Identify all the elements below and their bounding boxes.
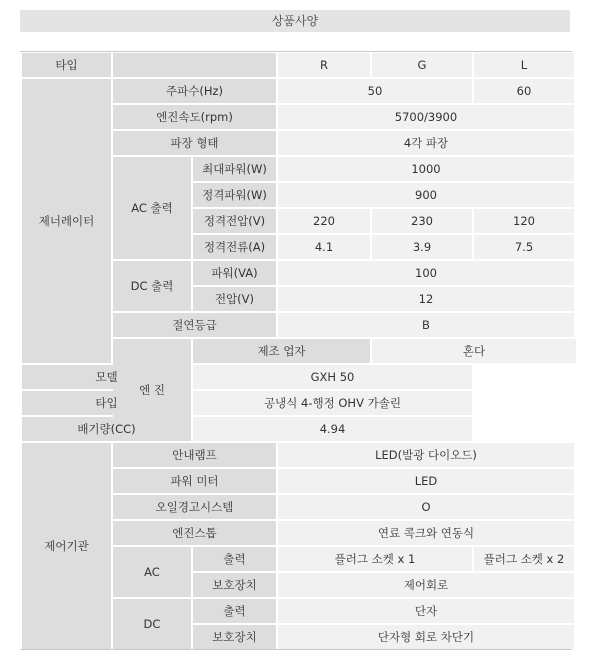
- value-ac-output-rg: 플러그 소켓 x 1: [278, 547, 472, 571]
- row-label-engine-type: 타입: [22, 391, 191, 415]
- row-label-rated-voltage: 정격전압(V): [193, 209, 276, 233]
- row-label-rated-current: 정격전류(A): [193, 235, 276, 259]
- value-insulation: B: [278, 313, 574, 337]
- row-label-oil-alert: 오일경고시스템: [113, 495, 276, 519]
- group-dc-output: DC 출력: [113, 261, 191, 311]
- value-frequency-l: 60: [474, 79, 574, 103]
- value-rated-current-g: 3.9: [372, 235, 472, 259]
- table-row: [22, 443, 576, 467]
- value-frequency-rg: 50: [278, 79, 472, 103]
- table-row: [22, 365, 576, 389]
- value-engine-type: 공냉식 4-행정 OHV 가솔린: [193, 391, 472, 415]
- row-label-waveform: 파장 형태: [113, 131, 276, 155]
- row-label-dc-output: 출력: [193, 599, 276, 623]
- row-label-ac-protection: 보호장치: [193, 573, 276, 597]
- value-max-power: 1000: [278, 157, 574, 181]
- header-type-label: 타입: [22, 53, 111, 77]
- table-row: [22, 391, 576, 415]
- value-power-meter: LED: [278, 469, 574, 493]
- value-lamp: LED(발광 다이오드): [278, 443, 574, 467]
- section-engine: 엔 진: [113, 339, 191, 441]
- section-generator: 제너레이터: [22, 79, 111, 363]
- value-rated-voltage-r: 220: [278, 209, 370, 233]
- row-label-maker: 제조 업자: [193, 339, 370, 363]
- value-dc-output: 단자: [278, 599, 574, 623]
- group-control-ac: AC: [113, 547, 191, 597]
- row-label-lamp: 안내램프: [113, 443, 276, 467]
- value-oil-alert: O: [278, 495, 574, 519]
- value-model: GXH 50: [193, 365, 472, 389]
- header-model-g: G: [372, 53, 472, 77]
- row-label-displacement: 배기량(CC): [22, 417, 191, 441]
- row-label-rated-power: 정격파워(W): [193, 183, 276, 207]
- row-label-power-meter: 파워 미터: [113, 469, 276, 493]
- row-label-ac-output: 출력: [193, 547, 276, 571]
- page-title: 상품사양: [20, 10, 570, 32]
- table-bottom-divider: [20, 649, 572, 650]
- value-dc-voltage: 12: [278, 287, 574, 311]
- value-displacement: 4.94: [193, 417, 472, 441]
- value-maker: 혼다: [372, 339, 576, 363]
- value-rated-current-l: 7.5: [474, 235, 574, 259]
- value-ac-protection: 제어회로: [278, 573, 574, 597]
- spec-table: [20, 51, 578, 651]
- row-label-speed: 엔진속도(rpm): [113, 105, 276, 129]
- header-model-l: L: [474, 53, 574, 77]
- value-rated-current-r: 4.1: [278, 235, 370, 259]
- group-ac-output: AC 출력: [113, 157, 191, 259]
- row-label-model: 모델: [22, 365, 191, 389]
- table-row: [22, 79, 576, 103]
- header-blank: [113, 53, 276, 77]
- table-row: [22, 417, 576, 441]
- row-label-frequency: 주파수(Hz): [113, 79, 276, 103]
- row-label-dc-power: 파워(VA): [193, 261, 276, 285]
- row-label-insulation: 절연등급: [113, 313, 276, 337]
- header-model-r: R: [278, 53, 370, 77]
- section-control: 제어기관: [22, 443, 111, 649]
- value-engine-stop: 연료 콕크와 연동식: [278, 521, 574, 545]
- row-label-engine-stop: 엔진스톱: [113, 521, 276, 545]
- group-control-dc: DC: [113, 599, 191, 649]
- row-label-dc-protection: 보호장치: [193, 625, 276, 649]
- row-label-dc-voltage: 전압(V): [193, 287, 276, 311]
- value-dc-power: 100: [278, 261, 574, 285]
- table-row: [22, 53, 576, 77]
- value-waveform: 4각 파장: [278, 131, 574, 155]
- value-dc-protection: 단자형 회로 차단기: [278, 625, 574, 649]
- row-label-max-power: 최대파워(W): [193, 157, 276, 181]
- value-speed: 5700/3900: [278, 105, 574, 129]
- value-rated-power: 900: [278, 183, 574, 207]
- value-rated-voltage-l: 120: [474, 209, 574, 233]
- value-rated-voltage-g: 230: [372, 209, 472, 233]
- value-ac-output-l: 플러그 소켓 x 2: [474, 547, 574, 571]
